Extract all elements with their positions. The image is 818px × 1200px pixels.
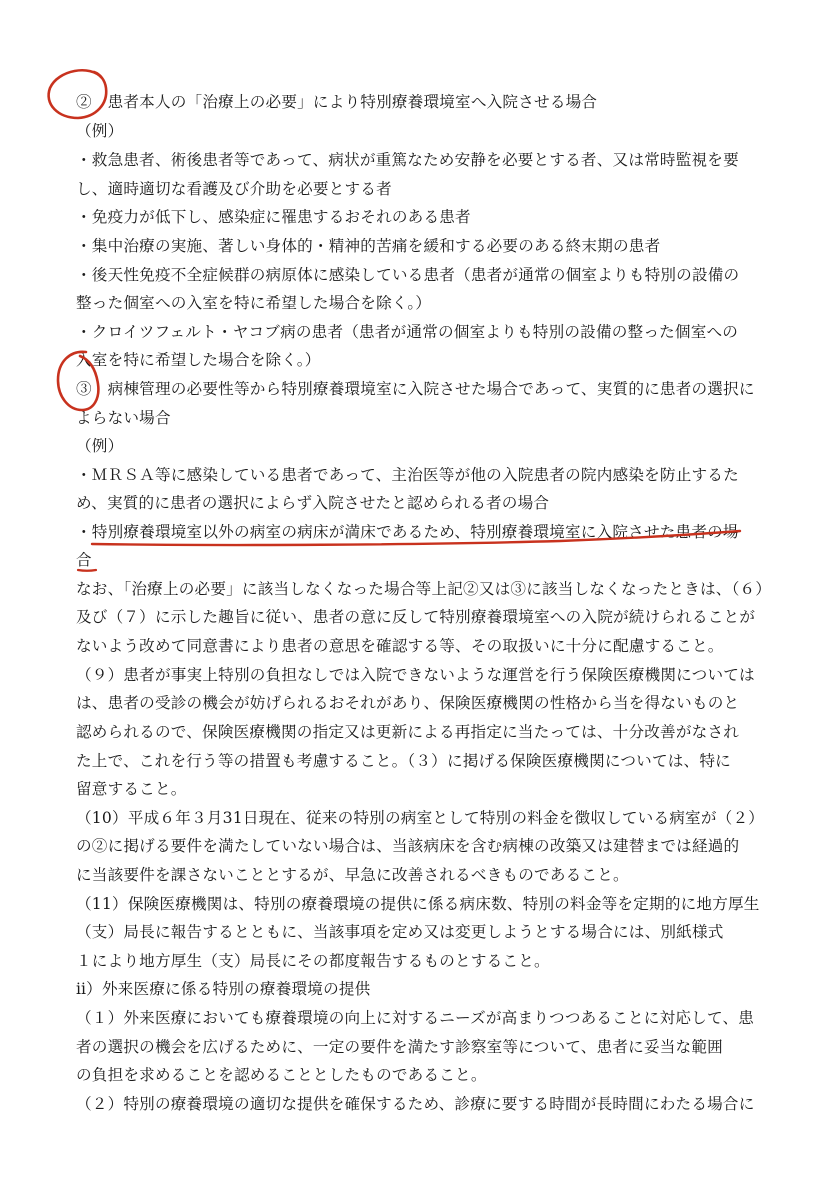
text-line: （例） bbox=[76, 437, 124, 455]
text-line: し、適時適切な看護及び介助を必要とする者 bbox=[76, 180, 392, 198]
text-line: ② 患者本人の「治療上の必要」により特別療養環境室へ入院させる場合 bbox=[76, 93, 598, 111]
text-line: （例） bbox=[76, 122, 124, 140]
text-line: （10）平成６年３月31日現在、従来の特別の病室として特別の料金を徴収している病室が（２） bbox=[76, 809, 765, 827]
text-line: （２）特別の療養環境の適切な提供を確保するため、診療に要する時間が長時間にわたる場合に bbox=[76, 1095, 755, 1113]
text-line: ・集中治療の実施、著しい身体的・精神的苦痛を緩和する必要のある終末期の患者 bbox=[76, 237, 661, 255]
text-line: め、実質的に患者の選択によらず入院させたと認められる者の場合 bbox=[76, 494, 550, 512]
text-line: は、患者の受診の機会が妨げられるおそれがあり、保険医療機関の性格から当を得ないものと bbox=[76, 694, 740, 712]
text-line: （１）外来医療においても療養環境の向上に対するニーズが高まりつつあることに対応して、患 bbox=[76, 1009, 755, 1027]
text-line: （11）保険医療機関は、特別の療養環境の提供に係る病床数、特別の料金等を定期的に地方厚生 bbox=[76, 895, 760, 913]
text-line: １により地方厚生（支）局長にその都度報告するものとすること。 bbox=[76, 952, 550, 970]
text-line: 整った個室への入室を特に希望した場合を除く。） bbox=[76, 294, 432, 312]
text-line: ⅱ）外来医療に係る特別の療養環境の提供 bbox=[76, 980, 371, 998]
text-line: （９）患者が事実上特別の負担なしでは入院できないような運営を行う保険医療機関については bbox=[76, 666, 755, 684]
text-line: 合 bbox=[76, 551, 92, 569]
underline-mark-cont bbox=[78, 570, 96, 571]
text-line: 及び（７）に示した趣旨に従い、患者の意に反して特別療養環境室への入院が続けられることが bbox=[76, 608, 756, 626]
text-line: （支）局長に報告するとともに、当該事項を定め又は変更しようとする場合には、別紙様式 bbox=[76, 923, 724, 941]
text-line: なお、「治療上の必要」に該当しなくなった場合等上記②又は③に該当しなくなったときは、（６） bbox=[76, 580, 772, 598]
text-line: 留意すること。 bbox=[76, 780, 187, 798]
text-line: 認められるので、保険医療機関の指定又は更新による再指定に当たっては、十分改善がなされ bbox=[76, 723, 740, 741]
text-line: の②に掲げる要件を満たしていない場合は、当該病床を含む病棟の改築又は建替までは経過的 bbox=[76, 837, 740, 855]
text-line: ・ＭＲＳＡ等に感染している患者であって、主治医等が他の入院患者の院内感染を防止するた bbox=[76, 466, 739, 484]
text-line: ・クロイツフェルト・ヤコブ病の患者（患者が通常の個室よりも特別の設備の整った個室への bbox=[76, 323, 739, 341]
text-line: の負担を求めることを認めることとしたものであること。 bbox=[76, 1066, 487, 1084]
text-line: よらない場合 bbox=[76, 409, 171, 427]
text-line: 者の選択の機会を広げるために、一定の要件を満たす診察室等について、患者に妥当な範囲 bbox=[76, 1038, 723, 1056]
text-line: 入室を特に希望した場合を除く。） bbox=[76, 351, 321, 369]
text-line: た上で、これを行う等の措置も考慮すること。（３）に掲げる保険医療機関については、特に bbox=[76, 752, 731, 770]
text-line: に当該要件を課さないこととするが、早急に改善されるべきものであること。 bbox=[76, 866, 629, 884]
text-line: ・特別療養環境室以外の病室の病床が満床であるため、特別療養環境室に入院させた患者の場 bbox=[76, 523, 739, 541]
text-line: ・免疫力が低下し、感染症に罹患するおそれのある患者 bbox=[76, 208, 471, 226]
text-line: ないよう改めて同意書により患者の意思を確認する等、その取扱いに十分に配慮すること。 bbox=[76, 637, 724, 655]
text-line: ・救急患者、術後患者等であって、病状が重篤なため安静を必要とする者、又は常時監視を要 bbox=[76, 151, 739, 169]
text-line: ③ 病棟管理の必要性等から特別療養環境室に入院させた場合であって、実質的に患者の選択に bbox=[76, 380, 755, 398]
text-line: ・後天性免疫不全症候群の病原体に感染している患者（患者が通常の個室よりも特別の設備の bbox=[76, 266, 740, 284]
